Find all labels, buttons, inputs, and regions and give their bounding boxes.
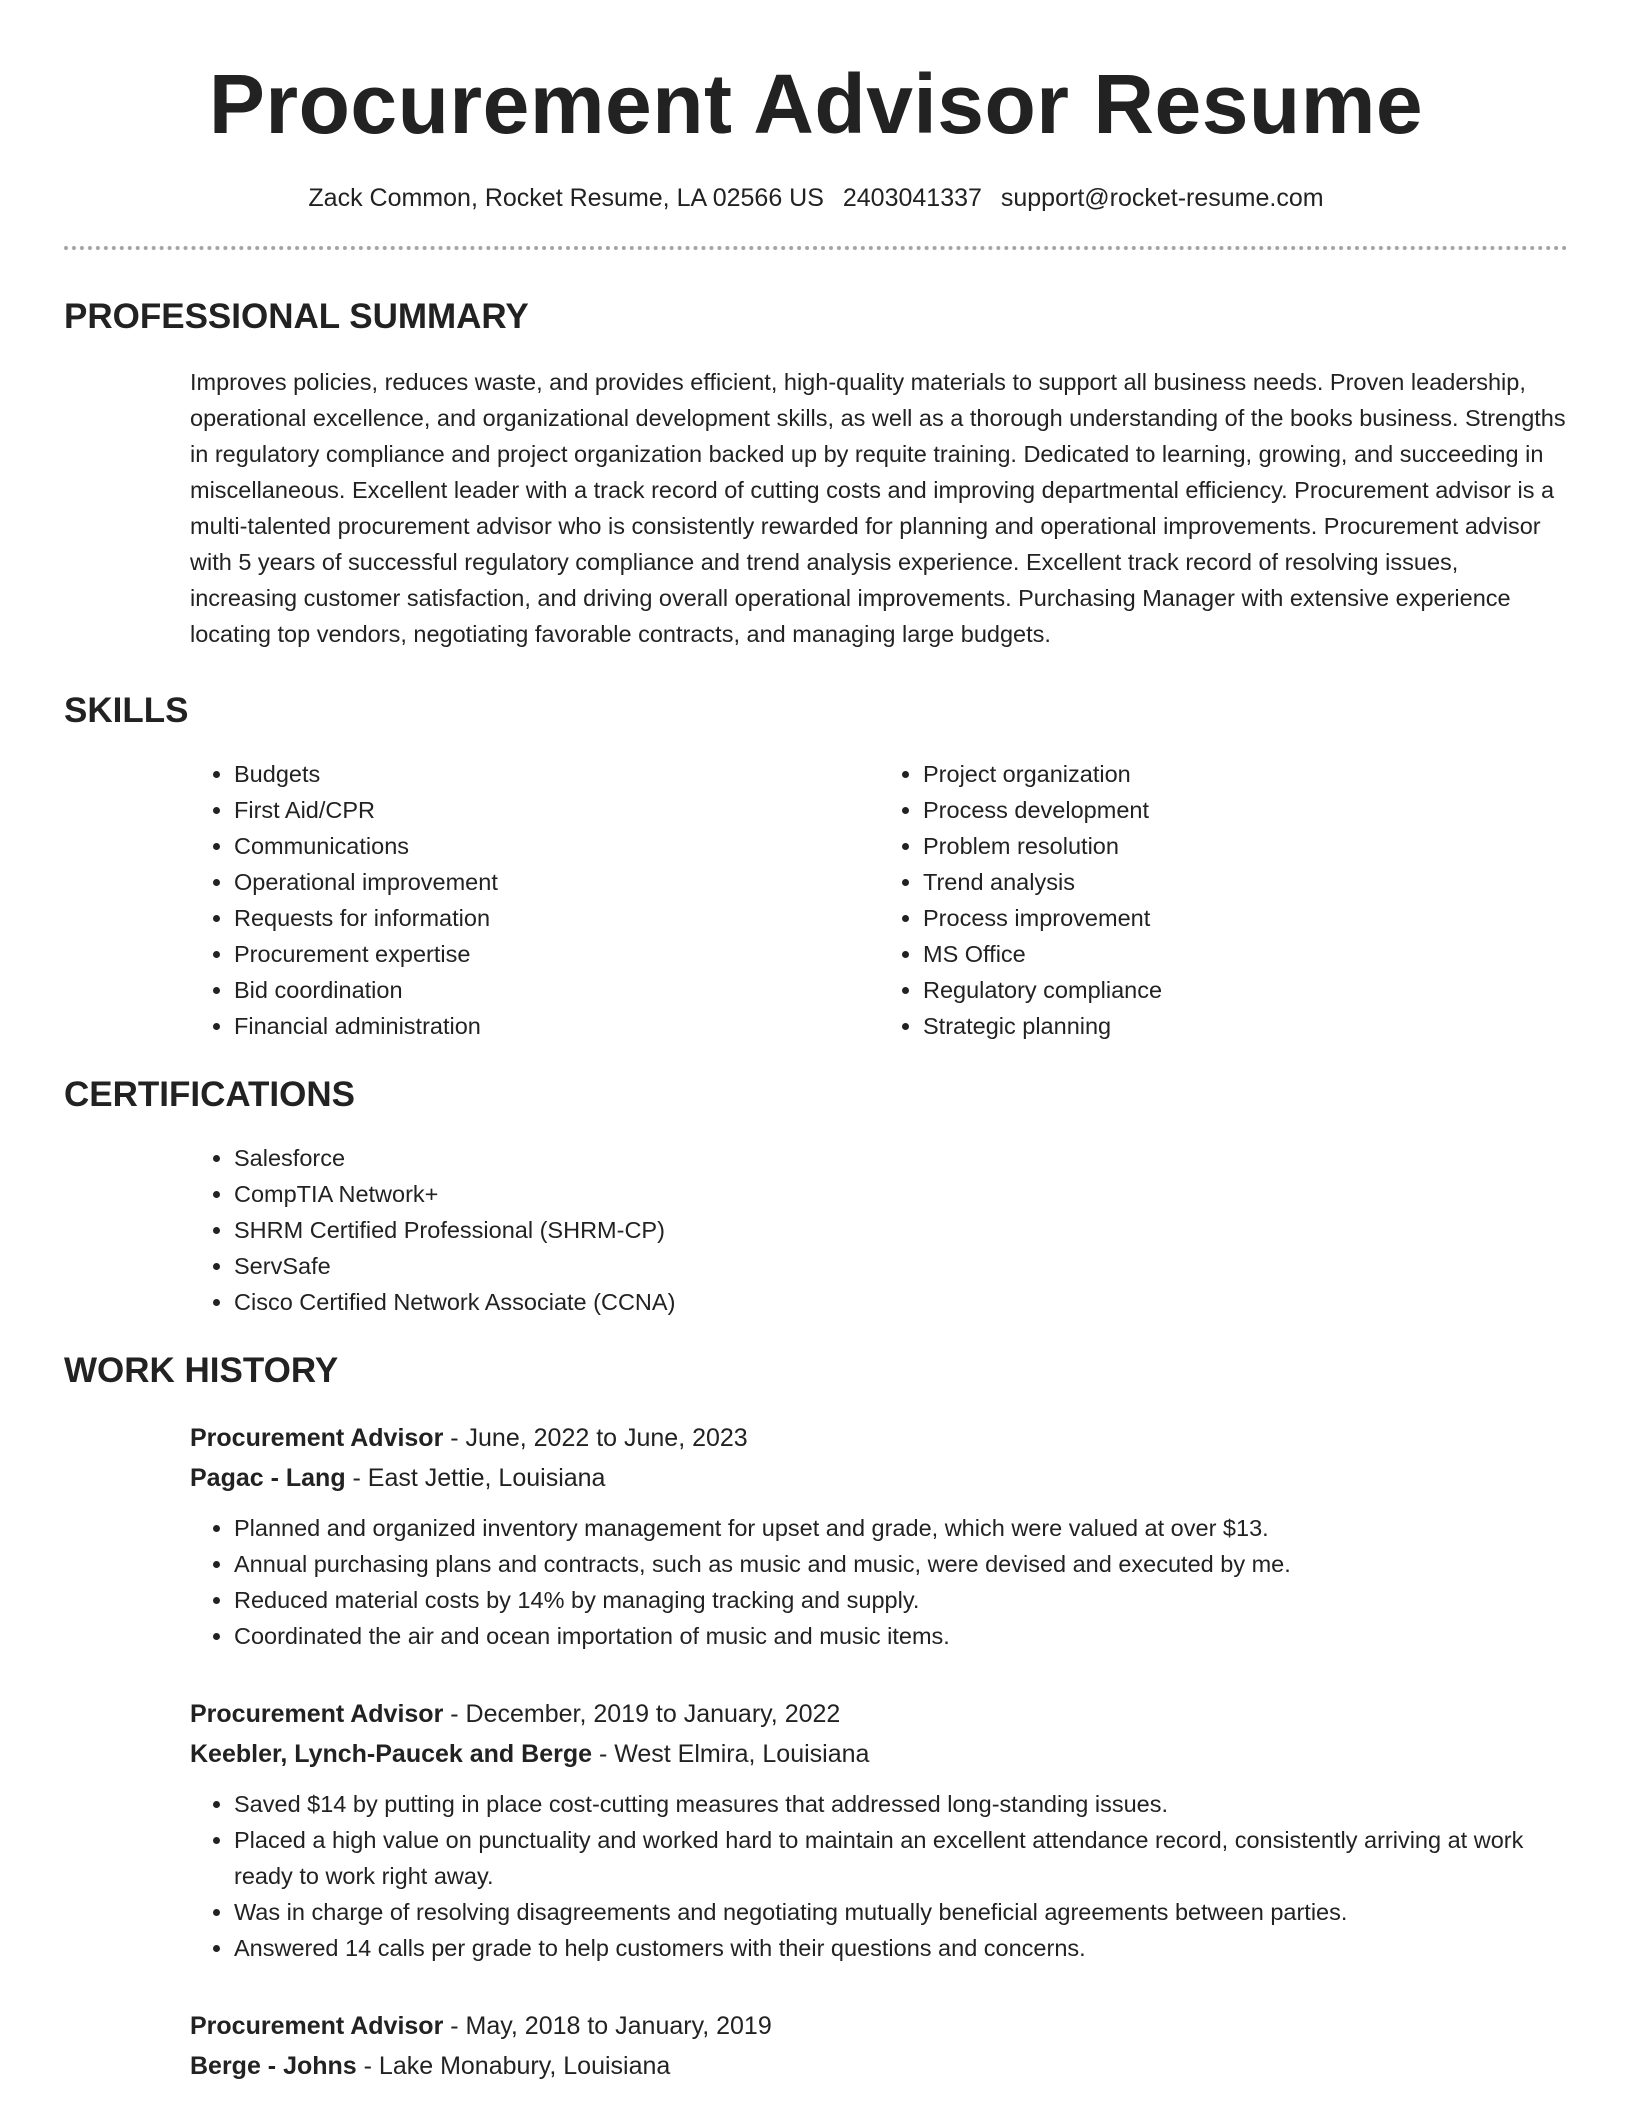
skill-item: • MS Office (923, 936, 1568, 972)
job-dates: - June, 2022 to June, 2023 (443, 1424, 748, 1452)
job-bullet: • Planned and organized inventory management for upset and grade, which were valued at over $13. (234, 1510, 1568, 1546)
skill-item: • Operational improvement (234, 864, 879, 900)
skill-item: • Bid coordination (234, 972, 879, 1008)
contact-email: support@rocket-resume.com (1000, 184, 1324, 212)
certification-item: • SHRM Certified Professional (SHRM-CP) (234, 1212, 1568, 1248)
certifications-list (190, 1140, 1568, 1320)
job-dates: - May, 2018 to January, 2019 (443, 2012, 772, 2040)
contact-phone: 2403041337 (842, 184, 982, 212)
skill-item: • Procurement expertise (234, 936, 879, 972)
certification-item: • Cisco Certified Network Associate (CCNA) (234, 1284, 1568, 1320)
job-bullet: • Annual purchasing plans and contracts, such as music and music, were devised and executed by me. (234, 1546, 1568, 1582)
skill-item: • Process development (923, 792, 1568, 828)
skills-heading: SKILLS (64, 691, 189, 730)
job-entry (190, 2006, 1568, 2086)
job-entry (190, 1694, 1568, 1966)
contact-address: Zack Common, Rocket Resume, LA 02566 US (308, 184, 824, 212)
job-company: Pagac - Lang (190, 1464, 346, 1492)
skill-item: • First Aid/CPR (234, 792, 879, 828)
job-title: Procurement Advisor (190, 1700, 444, 1728)
job-title-line (190, 2006, 1568, 2046)
certification-item: • Salesforce (234, 1140, 1568, 1176)
skills-column-right (879, 756, 1568, 1044)
job-bullet: • Coordinated the air and ocean importation of music and music items. (234, 1618, 1568, 1654)
job-company-line (190, 2046, 1568, 2086)
skill-item: • Financial administration (234, 1008, 879, 1044)
job-entry (190, 1418, 1568, 1654)
job-location: - East Jettie, Louisiana (345, 1464, 606, 1492)
job-location: - Lake Monabury, Louisiana (356, 2052, 671, 2080)
job-bullet: • Answered 14 calls per grade to help customers with their questions and concerns. (234, 1930, 1568, 1966)
skill-item: • Project organization (923, 756, 1568, 792)
job-bullet: • Reduced material costs by 14% by managing tracking and supply. (234, 1582, 1568, 1618)
skill-item: • Strategic planning (923, 1008, 1568, 1044)
job-title-line (190, 1418, 1568, 1458)
job-bullets (190, 1786, 1568, 1966)
summary-heading: PROFESSIONAL SUMMARY (64, 297, 529, 336)
job-company-line (190, 1734, 1568, 1774)
job-title: Procurement Advisor (190, 1424, 444, 1452)
certification-item: • CompTIA Network+ (234, 1176, 1568, 1212)
job-title-line (190, 1694, 1568, 1734)
job-location: - West Elmira, Louisiana (592, 1740, 870, 1768)
skill-item: • Problem resolution (923, 828, 1568, 864)
job-bullet: • Placed a high value on punctuality and worked hard to maintain an excellent attendance record, consistently arriving at work ready to work right away. (234, 1822, 1568, 1894)
certifications-heading: CERTIFICATIONS (64, 1075, 356, 1114)
work-history-heading: WORK HISTORY (64, 1351, 339, 1390)
certification-item: • ServSafe (234, 1248, 1568, 1284)
job-title: Procurement Advisor (190, 2012, 444, 2040)
header-divider (64, 246, 1568, 250)
job-company: Keebler, Lynch-Paucek and Berge (190, 1740, 593, 1768)
summary-text: Improves policies, reduces waste, and provides efficient, high-quality materials to support all business needs. Proven leadership, operational excellence, and organizational development skills, as well as a thorough understanding of the books business. Strengths in regulatory compliance and project organization backed up by requite training. Dedicated to learning, growing, and succeeding in miscellaneous. Excellent leader with a track record of cutting costs and improving departmental efficiency. Procurement advisor is a multi-talented procurement advisor who is consistently rewarded for planning and operational improvements. Procurement advisor with 5 years of successful regulatory compliance and trend analysis experience. Excellent track record of resolving issues, increasing customer satisfaction, and driving overall operational improvements. Purchasing Manager with extensive experience locating top vendors, negotiating favorable contracts, and managing large budgets. (190, 369, 1566, 647)
job-bullets (190, 1510, 1568, 1654)
page-title: Procurement Advisor Resume (208, 57, 1424, 151)
contact-line (64, 180, 1568, 216)
work-history (190, 1418, 1568, 2086)
skills-column-left (190, 756, 879, 1044)
job-bullet: • Was in charge of resolving disagreements and negotiating mutually beneficial agreements between parties. (234, 1894, 1568, 1930)
skill-item: • Budgets (234, 756, 879, 792)
skills-list (190, 756, 1568, 1044)
job-company: Berge - Johns (190, 2052, 357, 2080)
skill-item: • Regulatory compliance (923, 972, 1568, 1008)
skill-item: • Requests for information (234, 900, 879, 936)
skill-item: • Trend analysis (923, 864, 1568, 900)
job-bullet: • Saved $14 by putting in place cost-cutting measures that addressed long-standing issues. (234, 1786, 1568, 1822)
job-company-line (190, 1458, 1568, 1498)
skill-item: • Process improvement (923, 900, 1568, 936)
job-dates: - December, 2019 to January, 2022 (443, 1700, 841, 1728)
skill-item: • Communications (234, 828, 879, 864)
